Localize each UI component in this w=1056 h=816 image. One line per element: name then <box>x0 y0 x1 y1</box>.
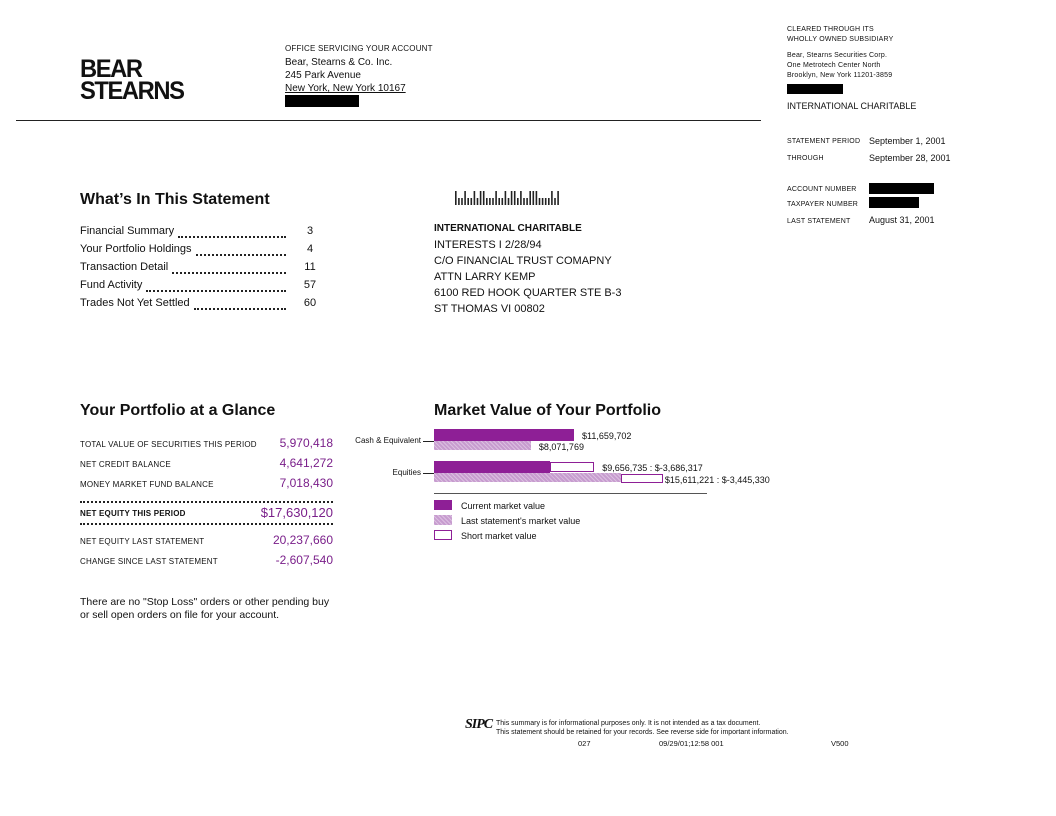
glance-row-net-credit <box>80 456 333 474</box>
net-equity-label: NET EQUITY THIS PERIOD <box>80 509 186 518</box>
glance-label: MONEY MARKET FUND BALANCE <box>80 480 214 489</box>
legend-short-swatch <box>434 530 452 540</box>
postal-barcode <box>455 191 561 205</box>
net-equity-value: $17,630,120 <box>260 505 333 520</box>
toc-item-label: Fund Activity <box>80 279 143 291</box>
note-line-2: or sell open orders on file for your account. <box>80 609 280 621</box>
data-label-current: $11,659,702 <box>582 431 632 441</box>
bear-stearns-logo <box>80 55 189 105</box>
toc-item-label: Your Portfolio Holdings <box>80 243 192 255</box>
glance-title: Your Portfolio at a Glance <box>80 402 276 419</box>
glance-value: 5,970,418 <box>279 436 333 450</box>
toc-item-label: Transaction Detail <box>80 261 169 273</box>
footer-line-1: This summary is for informational purposes only. It is not intended as a tax document. <box>496 720 761 727</box>
logo-line-2: STEARNS <box>80 77 184 105</box>
toc-item-page: 60 <box>303 297 317 309</box>
clearing-block <box>787 25 894 94</box>
dotted-divider <box>80 523 333 525</box>
last-statement-value: August 31, 2001 <box>869 215 935 225</box>
address-line-1: INTERNATIONAL CHARITABLE <box>434 223 582 234</box>
glance-label: NET CREDIT BALANCE <box>80 460 171 469</box>
legend-last-swatch <box>434 515 452 525</box>
toc-item <box>80 225 320 243</box>
sipc-logo: SIPC <box>465 717 493 732</box>
period-label: STATEMENT PERIOD <box>787 138 861 145</box>
toc-item <box>80 243 320 261</box>
footer-code-1: 027 <box>578 739 591 748</box>
office-block <box>285 44 433 107</box>
glance-value: 7,018,430 <box>279 476 333 490</box>
footer-code-2: V500 <box>831 739 849 748</box>
toc-item-page: 11 <box>304 261 316 273</box>
toc-item-page: 57 <box>303 279 317 291</box>
toc-title: What’s In This Statement <box>80 191 270 208</box>
bar-current-market-value <box>434 461 550 473</box>
bar-last-short-value <box>621 474 662 483</box>
header-divider <box>16 120 761 121</box>
legend-last-label: Last statement's market value <box>461 516 581 526</box>
category-tick <box>423 473 434 474</box>
glance-row-net-equity <box>80 505 333 523</box>
toc-leader-dots <box>196 251 286 256</box>
toc-leader-dots <box>194 305 286 310</box>
office-city: New York, New York 10167 <box>285 83 406 94</box>
address-line-3: C/O FINANCIAL TRUST COMAPNY <box>434 255 612 267</box>
mailing-address <box>434 221 621 317</box>
toc-item <box>80 261 320 279</box>
glance-label: CHANGE SINCE LAST STATEMENT <box>80 557 218 566</box>
clearing-street: One Metrotech Center North <box>787 62 881 69</box>
address-line-4: ATTN LARRY KEMP <box>434 271 536 283</box>
office-heading: OFFICE SERVICING YOUR ACCOUNT <box>285 44 433 53</box>
category-tick <box>423 441 434 442</box>
glance-row-change <box>80 553 333 571</box>
legend-short-label: Short market value <box>461 531 537 541</box>
data-label-current: $9,656,735 : $-3,686,317 <box>602 463 703 473</box>
open-orders-note <box>80 596 329 622</box>
taxpayer-number-label: TAXPAYER NUMBER <box>787 201 859 208</box>
toc-item-label: Financial Summary <box>80 225 175 237</box>
through-value: September 28, 2001 <box>869 153 951 163</box>
redaction-bar <box>285 95 359 107</box>
clearing-city: Brooklyn, New York 11201-3859 <box>787 72 893 79</box>
data-label-last: $8,071,769 <box>538 442 584 452</box>
bar-current-market-value <box>434 429 574 441</box>
address-line-2: INTERESTS I 2/28/94 <box>434 239 542 251</box>
glance-value: 4,641,272 <box>279 456 333 470</box>
note-line-1: There are no "Stop Loss" orders or other pending buy <box>80 596 330 608</box>
clearing-name: Bear, Stearns Securities Corp. <box>787 52 888 59</box>
footer-line-2: This statement should be retained for your records. See reverse side for important information. <box>496 729 789 736</box>
toc-leader-dots <box>172 269 286 274</box>
toc-leader-dots <box>146 287 286 292</box>
clearing-line-1: CLEARED THROUGH ITS <box>787 26 874 33</box>
toc-leader-dots <box>178 233 286 238</box>
address-line-6: ST THOMAS VI 00802 <box>434 303 545 315</box>
footer-timestamp: 09/29/01;12:58 001 <box>659 739 724 748</box>
legend-current-label: Current market value <box>461 501 546 511</box>
account-number-redacted <box>869 183 934 194</box>
bar-last-statement-value <box>434 473 621 482</box>
chart-title: Market Value of Your Portfolio <box>434 402 661 419</box>
glance-row-money-market <box>80 476 333 494</box>
last-statement-label: LAST STATEMENT <box>787 218 851 225</box>
category-label: Equities <box>392 468 421 477</box>
address-line-5: 6100 RED HOOK QUARTER STE B-3 <box>434 287 622 299</box>
logo-line-1: BEAR <box>80 55 142 83</box>
account-number-label: ACCOUNT NUMBER <box>787 186 857 193</box>
through-label: THROUGH <box>787 155 824 162</box>
period-value: September 1, 2001 <box>869 136 946 146</box>
toc-item-label: Trades Not Yet Settled <box>80 297 190 309</box>
glance-label: NET EQUITY LAST STATEMENT <box>80 537 205 546</box>
toc-item <box>80 279 320 297</box>
glance-value: -2,607,540 <box>275 553 333 567</box>
taxpayer-number-redacted <box>869 197 919 208</box>
bar-last-statement-value <box>434 441 531 450</box>
chart-axis-line <box>434 493 707 494</box>
dotted-divider <box>80 501 333 503</box>
toc-item <box>80 297 320 315</box>
legend-current-swatch <box>434 500 452 510</box>
account-name: INTERNATIONAL CHARITABLE <box>787 101 917 111</box>
glance-row-total-securities <box>80 436 333 454</box>
toc-item-page: 3 <box>306 225 314 237</box>
clearing-line-2: WHOLLY OWNED SUBSIDIARY <box>787 36 894 43</box>
office-street: 245 Park Avenue <box>285 70 361 81</box>
glance-row-net-equity-last <box>80 533 333 551</box>
office-name: Bear, Stearns & Co. Inc. <box>285 57 393 68</box>
glance-label: TOTAL VALUE OF SECURITIES THIS PERIOD <box>80 440 257 449</box>
toc-item-page: 4 <box>306 243 314 255</box>
data-label-last: $15,611,221 : $-3,445,330 <box>664 475 770 485</box>
bar-short-market-value <box>550 462 594 472</box>
redaction-bar <box>787 84 843 94</box>
glance-value: 20,237,660 <box>272 533 333 547</box>
category-label: Cash & Equivalent <box>355 436 421 445</box>
footer-disclaimer <box>496 719 789 737</box>
